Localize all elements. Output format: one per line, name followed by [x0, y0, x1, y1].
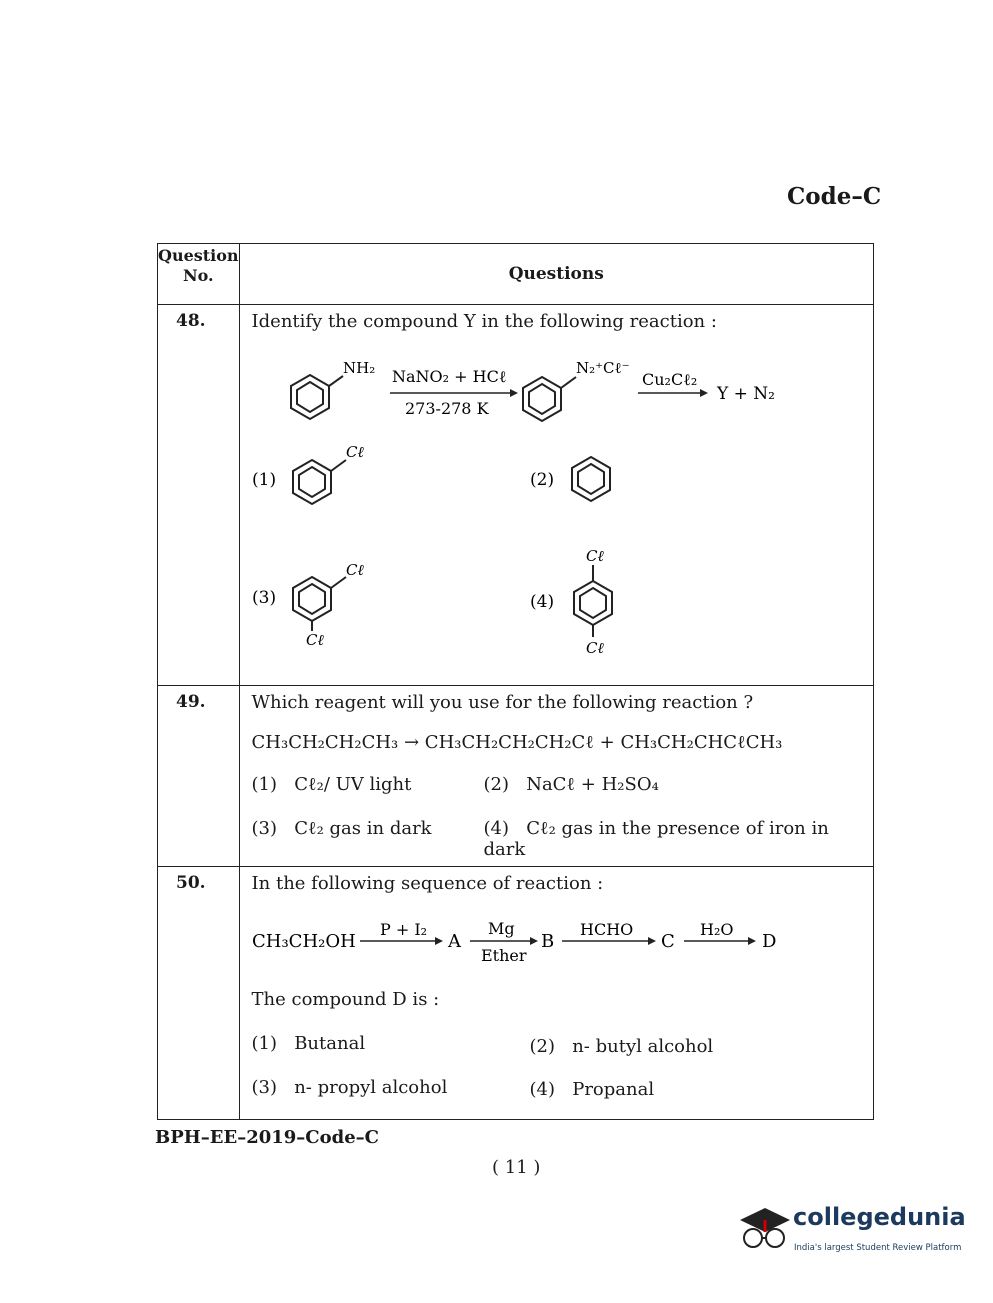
compound-C: C [660, 931, 675, 952]
question-row-49 [158, 686, 874, 867]
product-label: Y + N₂ [716, 384, 775, 404]
option-num: (2) [529, 1036, 556, 1057]
option-1 [252, 1033, 366, 1054]
option-text: n- butyl alcohol [572, 1036, 714, 1057]
step2-solvent: Ether [480, 946, 527, 965]
option-2-num: (2) [529, 470, 554, 490]
option-1-sub: Cℓ [345, 443, 364, 461]
question-stem: Identify the compound Y in the following reaction : [251, 311, 717, 332]
option-num: (3) [251, 1077, 278, 1098]
step2-reagent: Mg [487, 919, 515, 938]
step4-reagent: H₂O [699, 920, 734, 939]
option-text: Cℓ₂ gas in the presence of iron in dark [483, 818, 829, 860]
option-3-structure [293, 577, 346, 631]
footer-code: BPH–EE–2019–Code–C [155, 1127, 379, 1148]
page-number: ( 11 ) [492, 1157, 541, 1178]
compound-B: B [540, 931, 554, 952]
option-num: (2) [483, 774, 510, 795]
questions-header-label: Questions [508, 264, 604, 284]
reagent-top: NaNO₂ + HCℓ [391, 367, 507, 386]
option-text: n- propyl alcohol [294, 1077, 448, 1098]
option-2 [484, 774, 659, 795]
option-3-sub2: Cℓ [305, 631, 324, 649]
q48-reaction-diagram [240, 305, 880, 686]
option-1-num: (1) [251, 470, 276, 490]
aniline-ring [291, 375, 343, 419]
question-table [157, 243, 874, 1120]
option-3 [252, 818, 432, 839]
option-text: Cℓ₂/ UV light [294, 774, 412, 795]
option-4 [530, 1079, 655, 1100]
questions-header [239, 244, 873, 305]
question-stem: In the following sequence of reaction : [251, 873, 604, 894]
question-number: 49. [176, 692, 206, 712]
option-4 [484, 818, 873, 860]
step1-reagent: P + I₂ [379, 920, 427, 939]
paper-code: Code–C [787, 183, 882, 210]
option-num: (1) [251, 1033, 278, 1054]
q50-question: The compound D is : [251, 989, 440, 1010]
q49-reaction: CH₃CH₂CH₂CH₃ → CH₃CH₂CH₂CH₂Cℓ + CH₃CH₂CHCℓCH₃ [251, 732, 783, 753]
option-2 [530, 1036, 714, 1057]
qno-header-line1: Question [158, 246, 239, 265]
option-4-sub1: Cℓ [585, 547, 604, 565]
question-row-50 [158, 867, 874, 1120]
option-num: (4) [529, 1079, 556, 1100]
option-text: Butanal [294, 1033, 366, 1054]
option-text: NaCℓ + H₂SO₄ [526, 774, 659, 795]
question-number: 50. [176, 873, 206, 893]
diazonium-ring [523, 377, 576, 421]
option-4-structure [574, 565, 612, 637]
diazonium-label: N₂⁺Cℓ⁻ [575, 359, 630, 377]
reagent-bottom: 273-278 K [404, 399, 489, 418]
question-stem: Which reagent will you use for the following reaction ? [251, 692, 754, 713]
q50-reaction-sequence [240, 907, 880, 977]
option-num: (3) [251, 818, 278, 839]
start-compound: CH₃CH₂OH [251, 931, 356, 952]
option-2-structure [572, 457, 610, 501]
brand-tagline: India's largest Student Review Platform [794, 1243, 962, 1253]
compound-A: A [447, 931, 461, 952]
option-3 [252, 1077, 448, 1098]
option-4-num: (4) [529, 592, 554, 612]
qno-header [158, 244, 240, 305]
step3-reagent: HCHO [579, 920, 633, 939]
question-row-48 [158, 305, 874, 686]
option-text: Cℓ₂ gas in dark [294, 818, 432, 839]
option-num: (1) [251, 774, 278, 795]
option-1 [252, 774, 412, 795]
nh2-label: NH₂ [342, 359, 375, 377]
option-text: Propanal [572, 1079, 655, 1100]
option-num: (4) [483, 818, 510, 839]
option-4-sub2: Cℓ [585, 639, 604, 657]
collegedunia-logo-icon [735, 1198, 795, 1258]
compound-D: D [761, 931, 776, 952]
option-3-sub1: Cℓ [345, 561, 364, 579]
option-3-num: (3) [251, 588, 276, 608]
cu-reagent: Cu₂Cℓ₂ [641, 370, 697, 389]
question-number: 48. [176, 311, 206, 331]
option-1-structure [293, 460, 346, 504]
brand-name: collegedunia [793, 1203, 966, 1231]
qno-header-line2: No. [182, 266, 214, 285]
